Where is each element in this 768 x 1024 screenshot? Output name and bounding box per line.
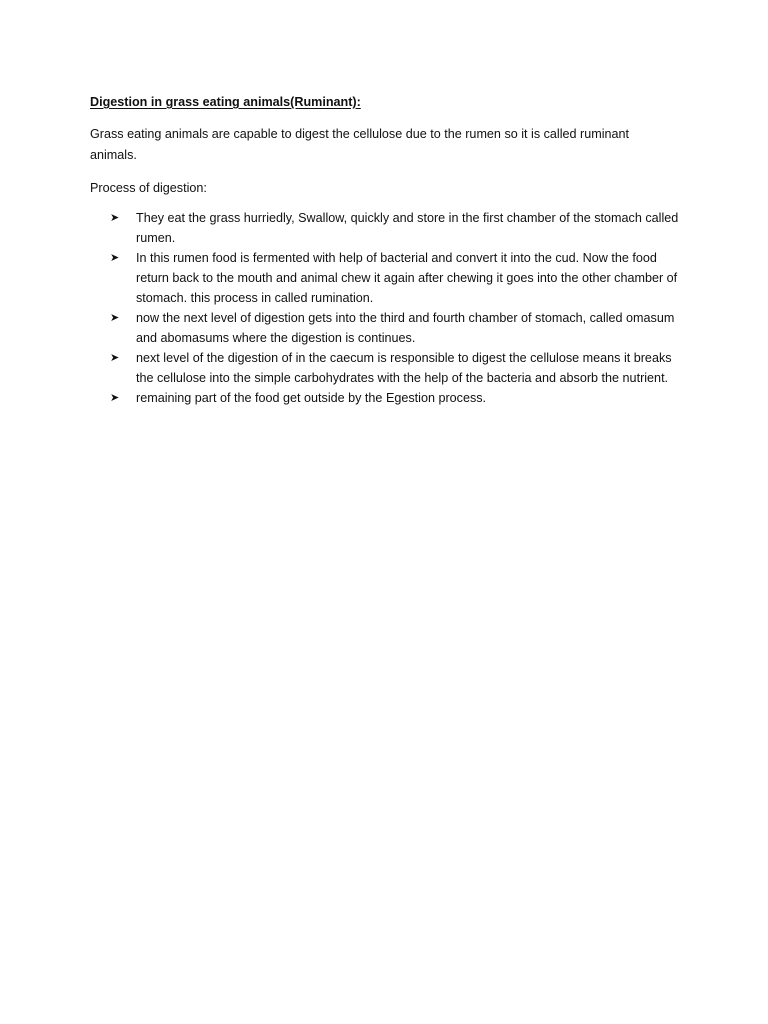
intro-paragraph: Grass eating animals are capable to digest the cellulose due to the rumen so it is called ruminant animals.	[90, 127, 630, 162]
list-item-text: next level of the digestion of in the caecum is responsible to digest the cellulose means it breaks the cellulose into the simple carbohydrates with the help of the bacteria and absorb the nutrient.	[136, 351, 672, 385]
list-item-text: now the next level of digestion gets into the third and fourth chamber of stomach, called omasum and abomasums where the digestion is continues.	[136, 311, 675, 345]
list-item-text: They eat the grass hurriedly, Swallow, quickly and store in the first chamber of the stomach called rumen.	[136, 211, 679, 245]
list-item	[110, 388, 690, 408]
arrowhead-bullet-icon: ➤	[110, 352, 120, 364]
list-item	[110, 208, 690, 248]
list-item	[110, 248, 690, 308]
process-subheading: Process of digestion:	[90, 181, 207, 195]
list-item	[110, 308, 690, 348]
list-item	[110, 348, 690, 388]
document-heading: Digestion in grass eating animals(Ruminant):	[90, 95, 361, 109]
arrowhead-bullet-icon: ➤	[110, 392, 120, 404]
list-item-text: remaining part of the food get outside by the Egestion process.	[136, 391, 487, 405]
arrowhead-bullet-icon: ➤	[110, 252, 120, 264]
arrowhead-bullet-icon: ➤	[110, 312, 120, 324]
digestion-steps-list	[110, 208, 690, 408]
arrowhead-bullet-icon: ➤	[110, 212, 120, 224]
list-item-text: In this rumen food is fermented with help of bacterial and convert it into the cud. Now the food return back to the mouth and animal chew it again after chewing it goes into the other chamber of stomach. this process in called rumination.	[136, 251, 678, 305]
